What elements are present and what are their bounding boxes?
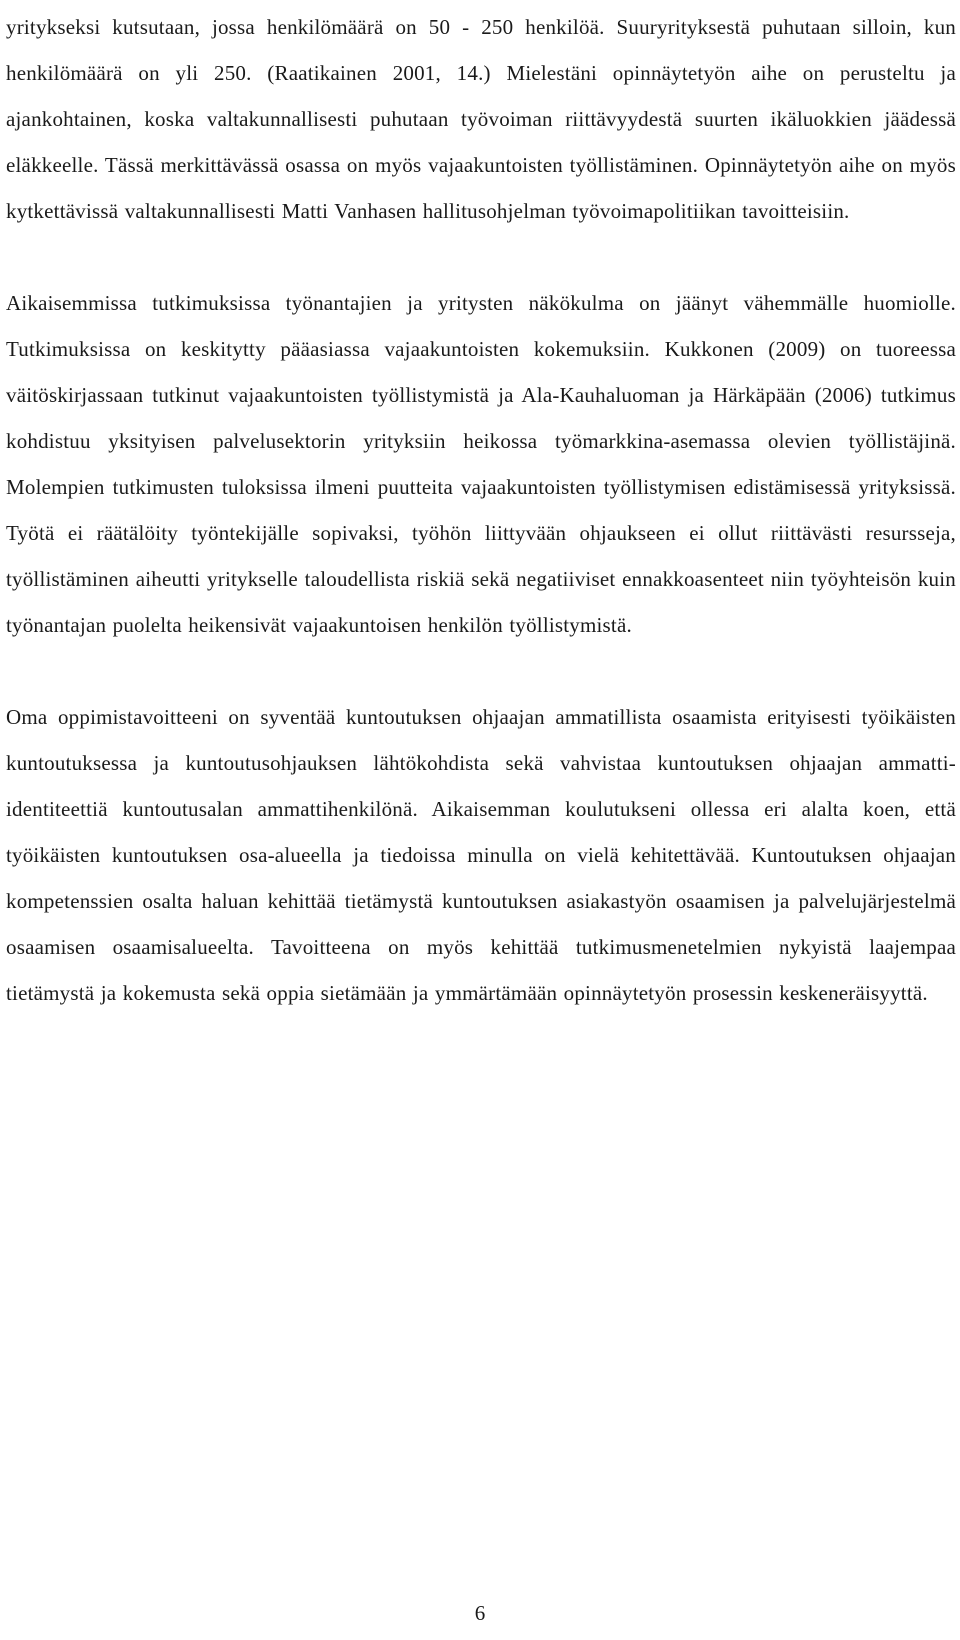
body-text [6,4,956,1016]
page-number: 6 [474,1601,486,1625]
paragraph-previous-research: Aikaisemmissa tutkimuksissa työnantajien ja yritysten näkökulma on jäänyt vähemmälle huomiolle. Tutkimuksissa on keskitytty pääasiassa vajaakuntoisten kokemuksiin. Kukkonen (2009) on tuoreessa väitöskirjassaan tutkinut vajaakuntoisten työllistymistä ja Ala-Kauhaluoman ja Härkäpään (2006) tutkimus kohdistuu yksityisen palvelusektorin yrityksiin heikossa työmarkkina-asemassa olevien työllistäjinä. Molempien tutkimusten tuloksissa ilmeni puutteita vajaakuntoisten työllistymisen edistämisessä yrityksissä. Työtä ei räätälöity työntekijälle sopivaksi, työhön liittyvään ohjaukseen ei ollut riittävästi resursseja, työllistäminen aiheutti yritykselle taloudellista riskiä sekä negatiiviset ennakkoasenteet niin työyhteisön kuin työnantajan puolelta heikensivät vajaakuntoisen henkilön työllistymistä. [6,291,956,637]
paragraph-learning-goals: Oma oppimistavoitteeni on syventää kuntoutuksen ohjaajan ammatillista osaamista erityisesti työikäisten kuntoutuksessa ja kuntoutusohjauksen lähtökohdista sekä vahvistaa kuntoutuksen ohjaajan ammatti-identiteettiä kuntoutusalan ammattihenkilönä. Aikaisemman koulutukseni ollessa eri alalta koen, että työikäisten kuntoutuksen osa-alueella ja tiedoissa minulla on vielä kehitettävää. Kuntoutuksen ohjaajan kompetenssien osalta haluan kehittää tietämystä kuntoutuksen asiakastyön osaamisen ja palvelujärjestelmä osaamisen osaamisalueelta. Tavoitteena on myös kehittää tutkimusmenetelmien nykyistä laajempaa tietämystä ja kokemusta sekä oppia sietämään ja ymmärtämään opinnäytetyön prosessin keskeneräisyyttä. [6,705,956,1005]
paragraph-intro: yritykseksi kutsutaan, jossa henkilömäärä on 50 - 250 henkilöä. Suuryrityksestä puhutaan silloin, kun henkilömäärä on yli 250. (Raatikainen 2001, 14.) Mielestäni opinnäytetyön aihe on perusteltu ja ajankohtainen, koska valtakunnallisesti puhutaan työvoiman riittävyydestä suurten ikäluokkien jäädessä eläkkeelle. Tässä merkittävässä osassa on myös vajaakuntoisten työllistäminen. Opinnäytetyön aihe on myös kytkettävissä valtakunnallisesti Matti Vanhasen hallitusohjelman työvoimapolitiikan tavoitteisiin. [6,15,956,223]
